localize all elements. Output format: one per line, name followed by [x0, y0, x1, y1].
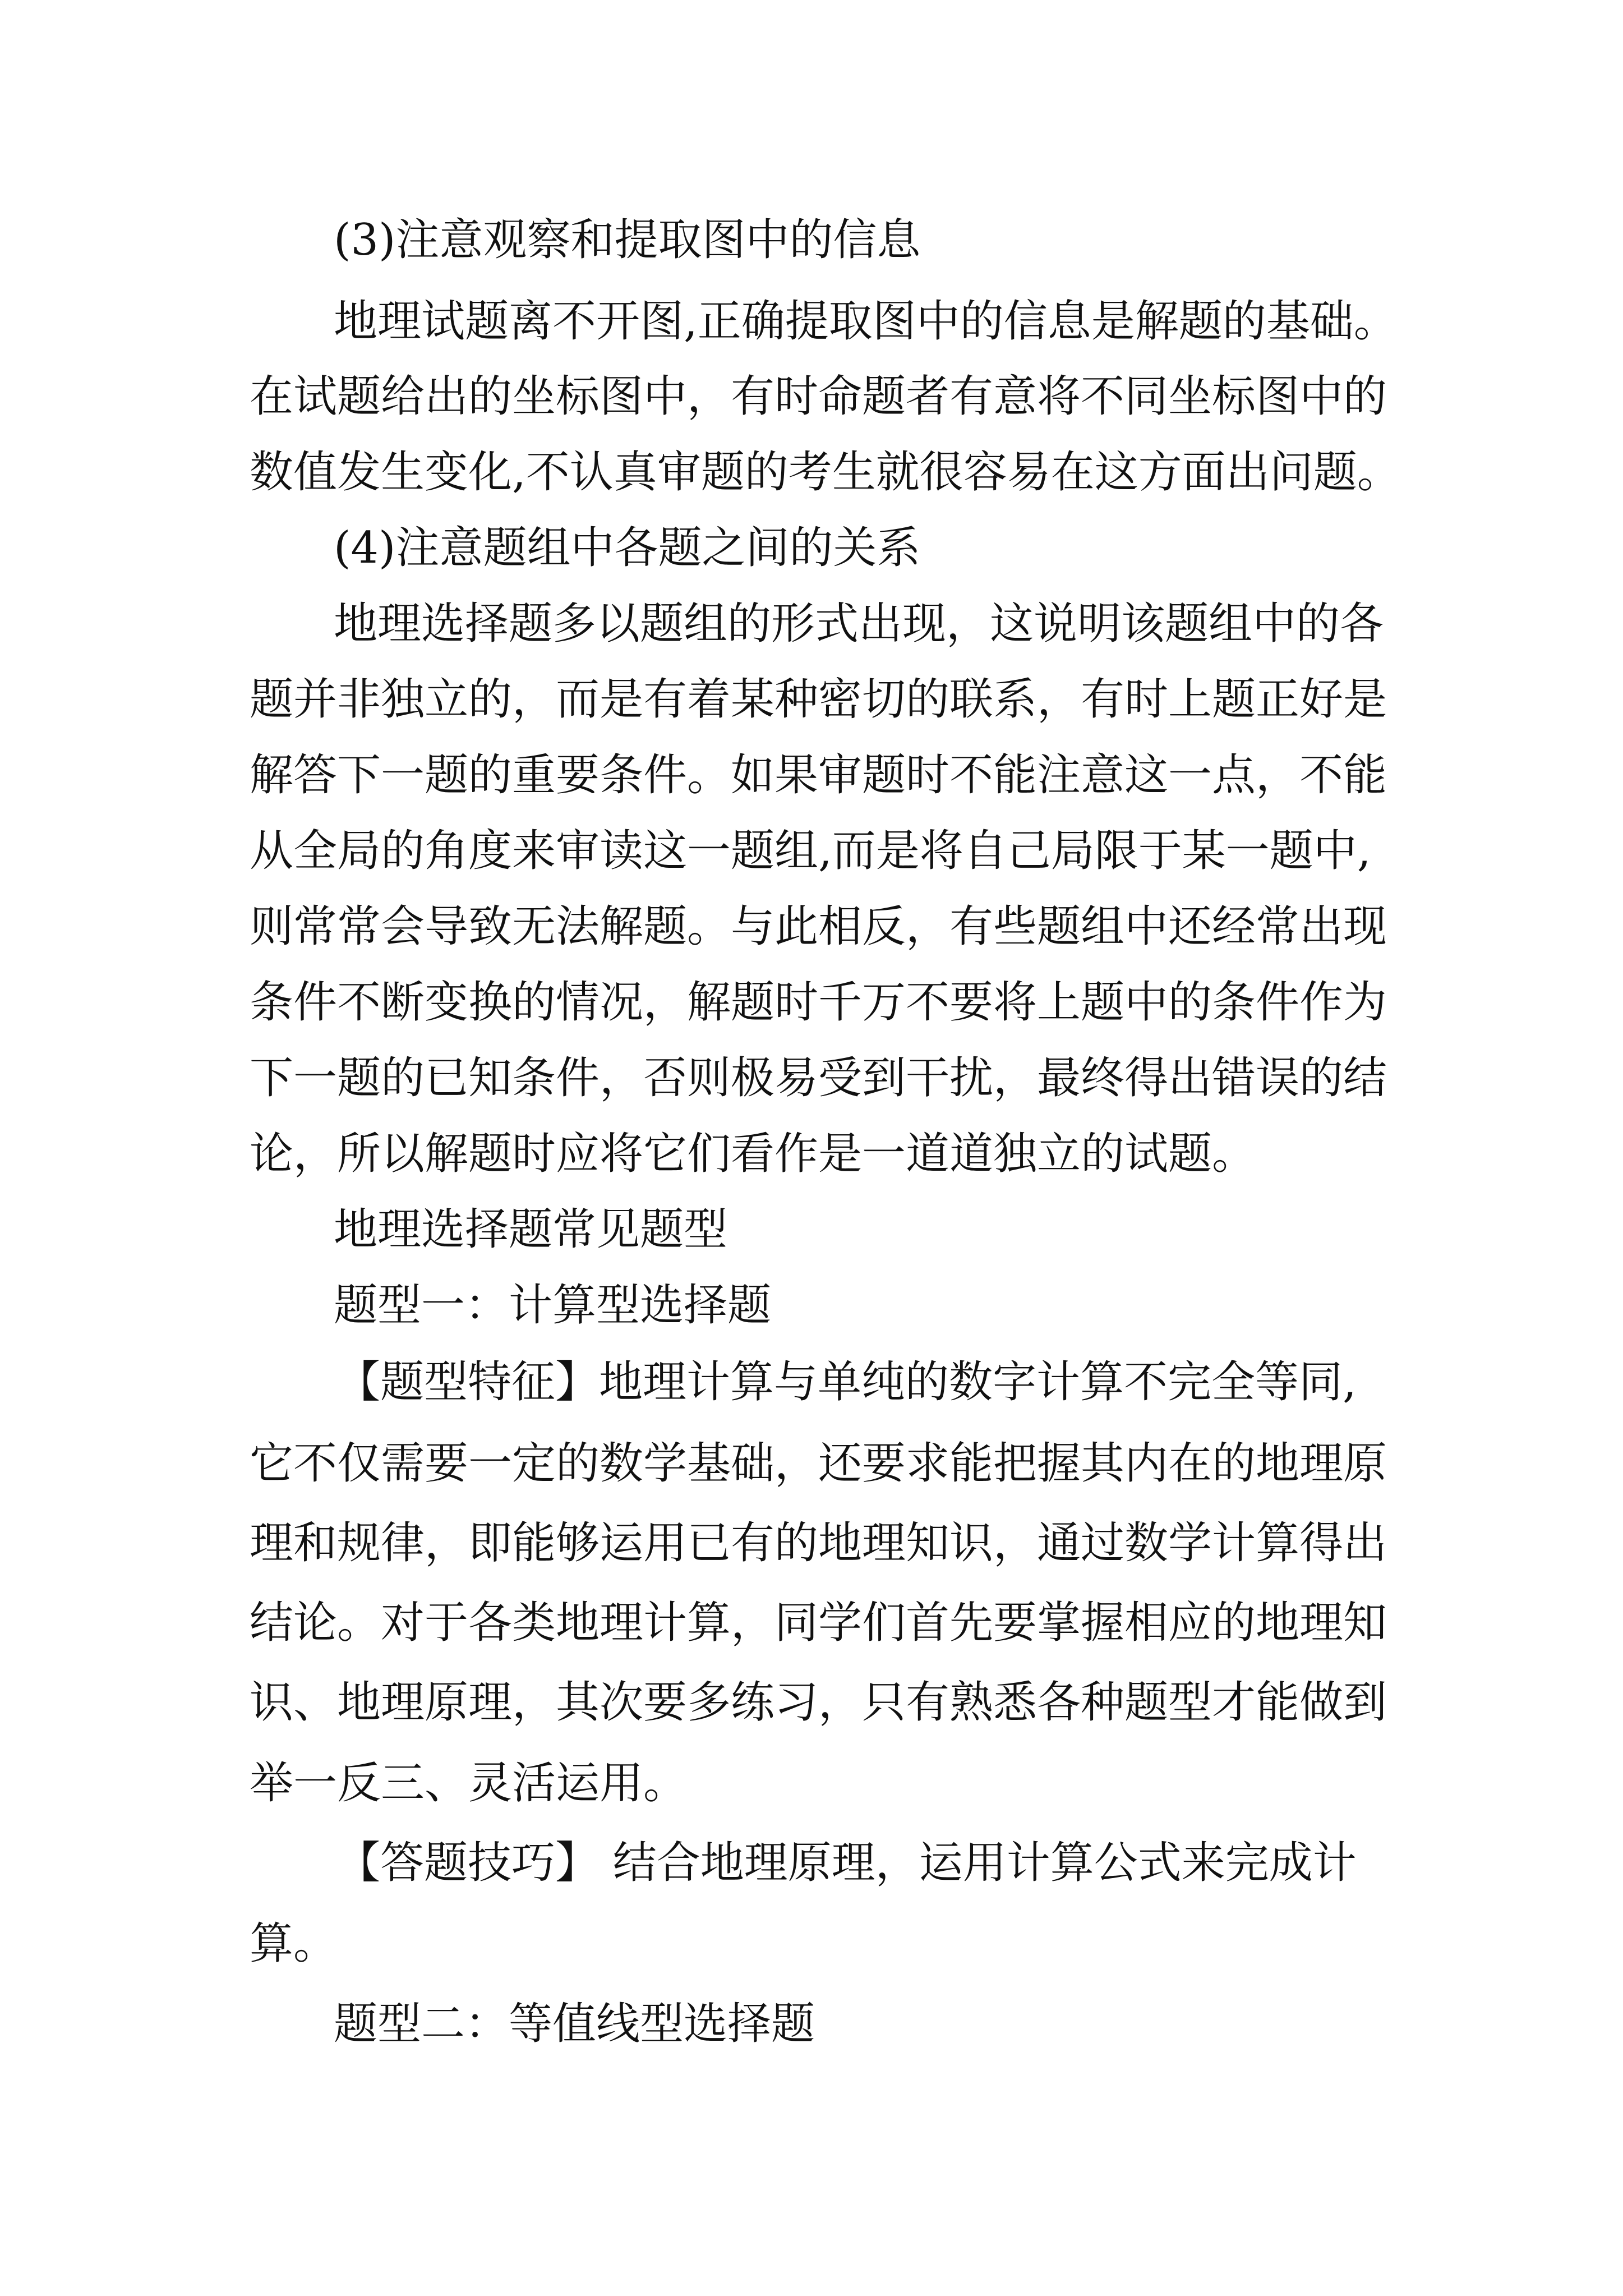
subheading-observe-figure: (3)注意观察和提取图中的信息 [334, 215, 921, 265]
paragraph-line: 地理选择题多以题组的形式出现，这说明该题组中的各 [334, 599, 1384, 649]
paragraph-line: 【题型特征】地理计算与单纯的数字计算不完全等同, [336, 1357, 1357, 1407]
paragraph-line: 在试题给出的坐标图中，有时命题者有意将不同坐标图中的 [250, 371, 1387, 422]
paragraph-line: 识、地理原理，其次要多练习，只有熟悉各种题型才能做到 [250, 1677, 1387, 1728]
paragraph-line: 算。 [250, 1918, 338, 1969]
paragraph-line: 则常常会导致无法解题。与此相反，有些题组中还经常出现 [250, 901, 1387, 952]
paragraph-line: 它不仅需要一定的数学基础，还要求能把握其内在的地理原 [250, 1438, 1387, 1489]
paragraph-line: 数值发生变化,不认真审题的考生就很容易在这方面出问题。 [250, 447, 1401, 498]
paragraph-line: 从全局的角度来审读这一题组,而是将自己局限于某一题中, [250, 826, 1371, 876]
paragraph-line: 条件不断变换的情况，解题时千万不要将上题中的条件作为 [250, 977, 1387, 1028]
paragraph-line: 理和规律，即能够运用已有的地理知识，通过数学计算得出 [250, 1518, 1387, 1568]
question-type-heading: 题型一：计算型选择题 [334, 1280, 772, 1331]
paragraph-line: 题并非独立的，而是有着某种密切的联系，有时上题正好是 [250, 674, 1387, 725]
paragraph-line: 【答题技巧】 结合地理原理，运用计算公式来完成计 [336, 1838, 1357, 1888]
paragraph-line: 论，所以解题时应将它们看作是一道道独立的试题。 [250, 1129, 1256, 1179]
question-type-heading: 题型二：等值线型选择题 [334, 1999, 815, 2049]
section-heading-question-types: 地理选择题常见题型 [334, 1204, 728, 1255]
paragraph-line: 下一题的已知条件，否则极易受到干扰，最终得出错误的结 [250, 1053, 1387, 1103]
subheading-question-group: (4)注意题组中各题之间的关系 [334, 523, 921, 573]
paragraph-line: 地理试题离不开图,正确提取图中的信息是解题的基础。 [334, 296, 1398, 347]
paragraph-line: 举一反三、灵活运用。 [250, 1758, 688, 1809]
paragraph-line: 结论。对于各类地理计算，同学们首先要掌握相应的地理知 [250, 1598, 1387, 1648]
paragraph-line: 解答下一题的重要条件。如果审题时不能注意这一点，不能 [250, 750, 1387, 800]
